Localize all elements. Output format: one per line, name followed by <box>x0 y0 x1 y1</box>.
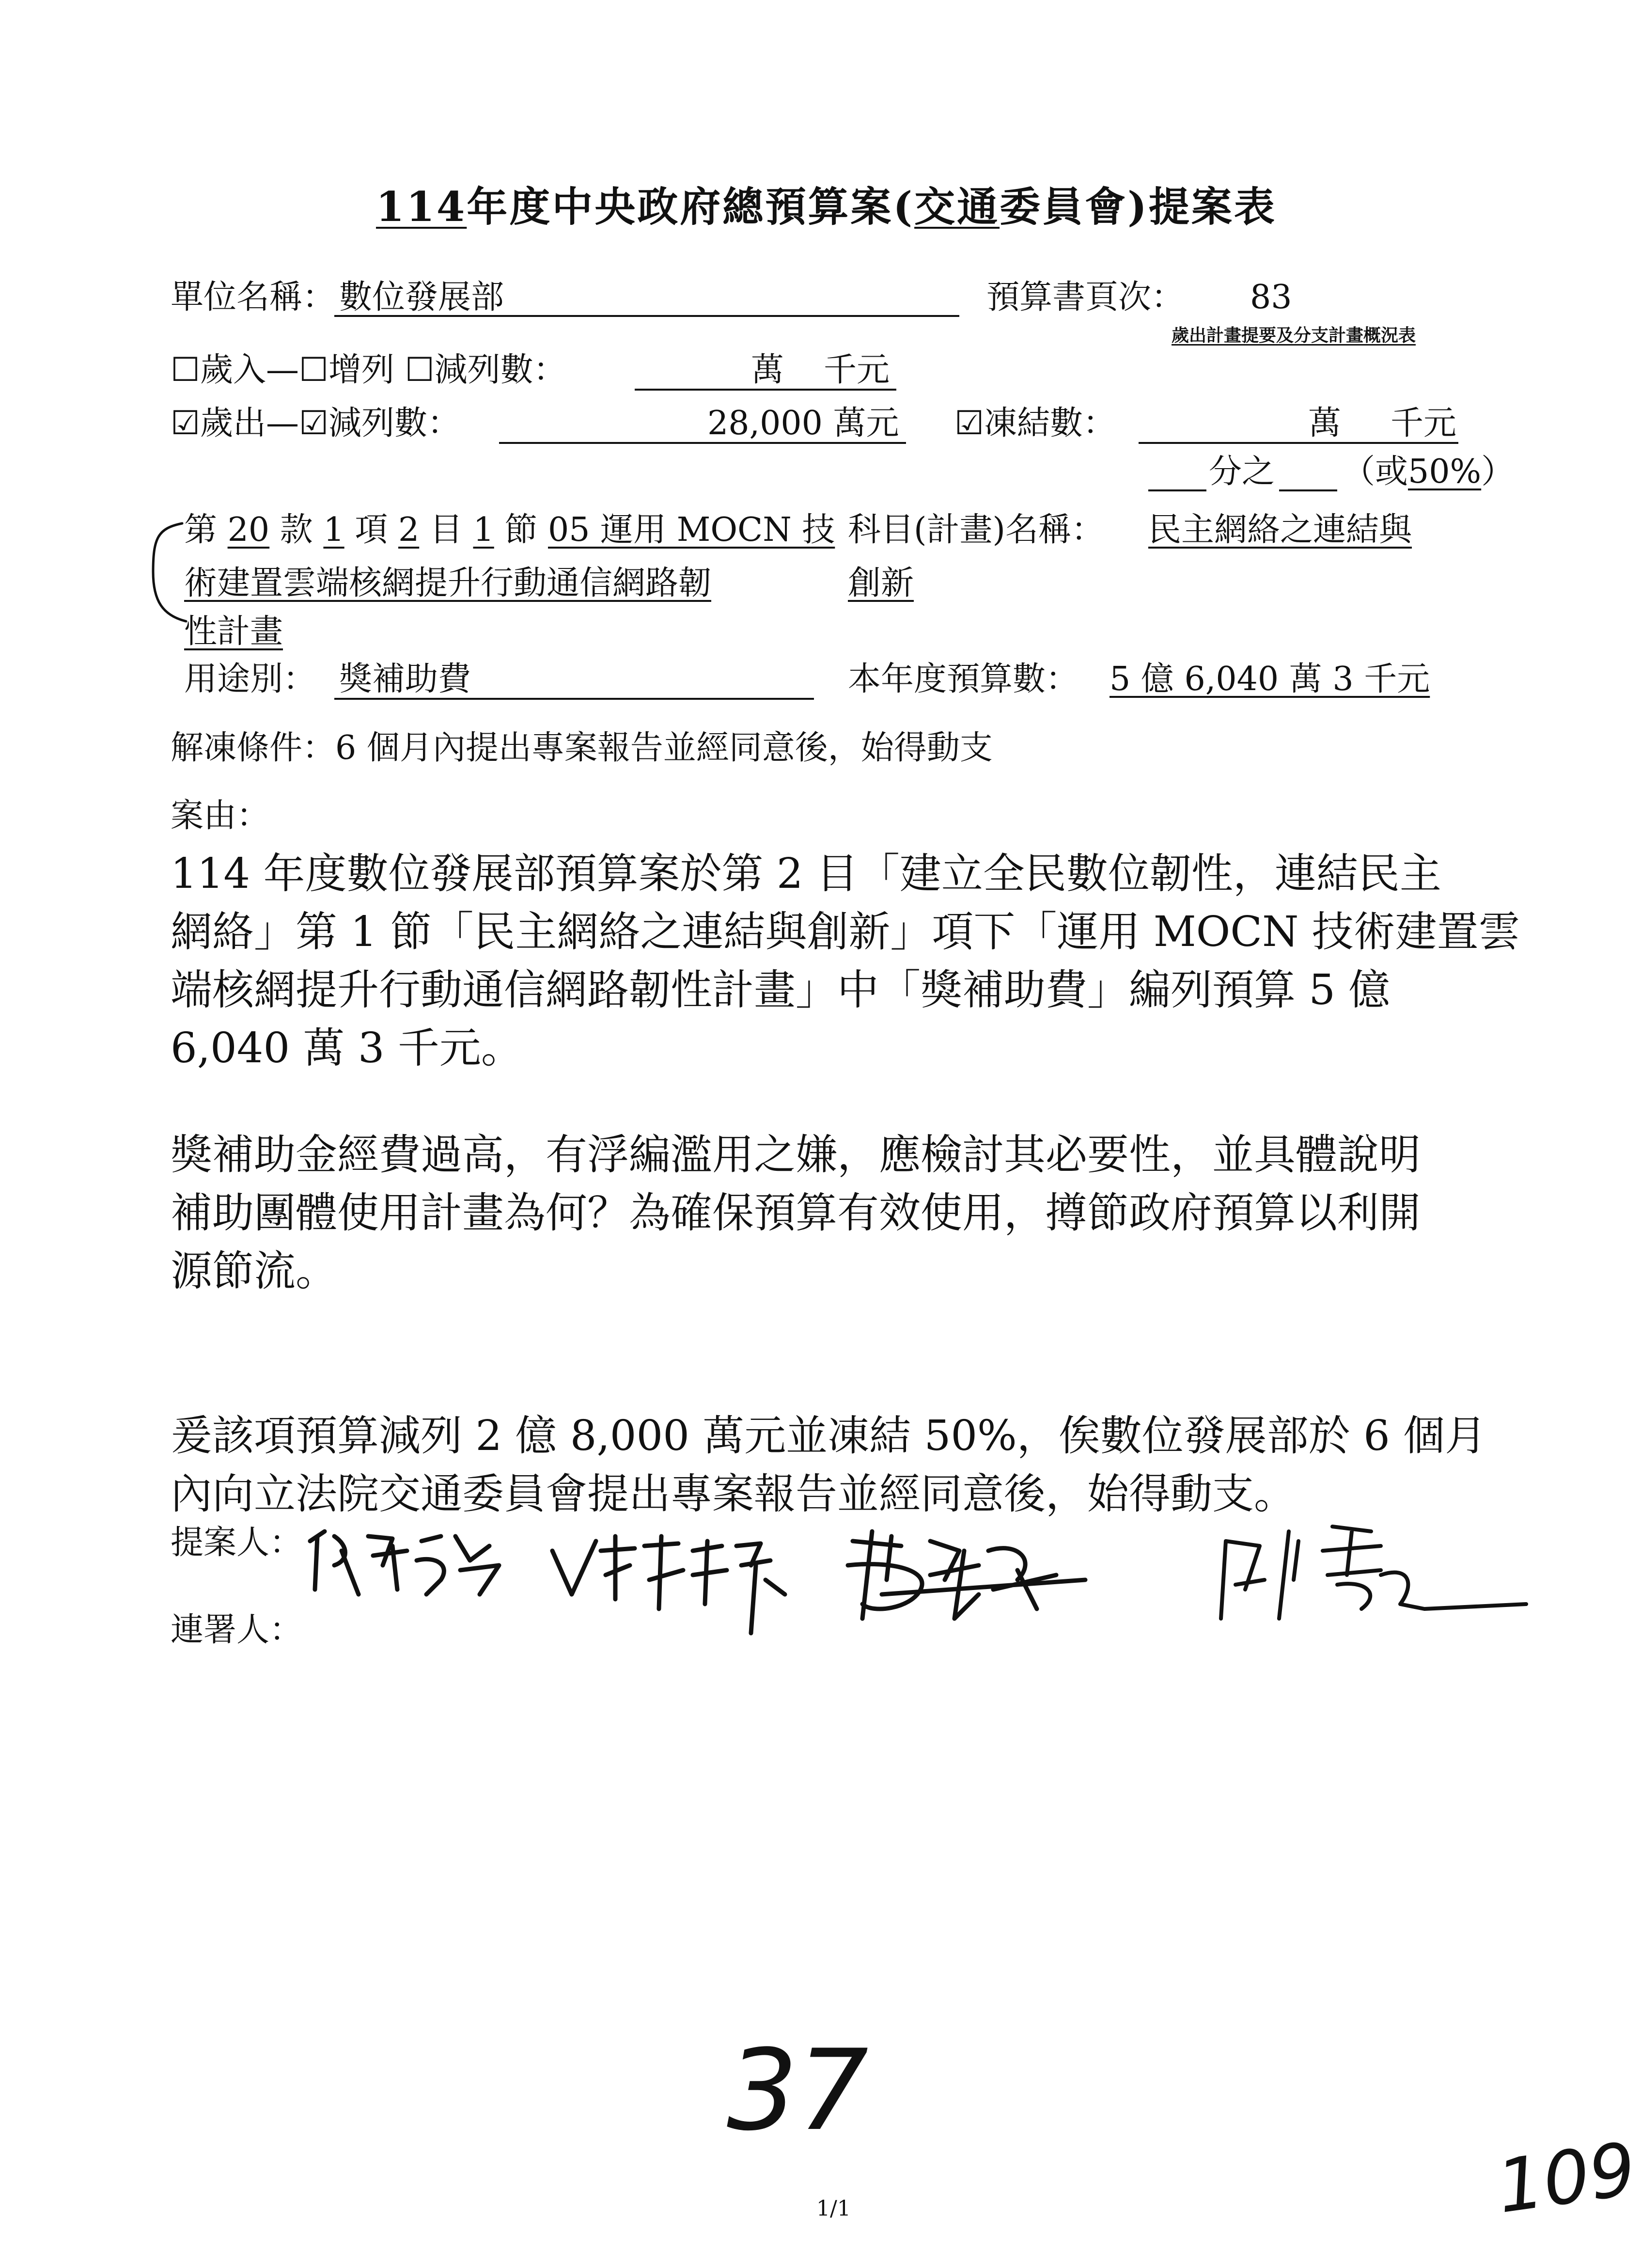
expense-label: 歲出— <box>200 404 299 442</box>
item-line-3: 性計畫 <box>184 613 283 651</box>
freeze-label: 凍結數： <box>984 404 1116 442</box>
title-year: 114 <box>376 183 467 231</box>
subject-line-1: 民主網絡之連結與 <box>1148 511 1412 549</box>
item-text: 節 <box>504 511 538 549</box>
revenue-line <box>171 351 566 389</box>
reason-p1-line: 114 年度數位發展部預算案於第 2 目「建立全民數位韌性，連結民主 <box>171 850 1441 898</box>
page-title <box>376 174 1277 233</box>
freeze-unit-wan: 萬 <box>1308 404 1342 442</box>
reason-p2-line: 獎補助金經費過高，有浮編濫用之嫌，應檢討其必要性，並具體說明 <box>171 1131 1421 1179</box>
reason-p1-line: 網絡」第 1 節「民主網絡之連結與創新」項下「運用 MOCN 技術建置雲 <box>171 908 1520 956</box>
signature-1 <box>296 1517 523 1609</box>
checkbox-icon: ☐ <box>405 351 435 389</box>
expense-decrease-label: 減列數： <box>328 404 460 442</box>
expense-line <box>171 404 460 442</box>
item-text: 目 <box>429 511 463 549</box>
page-ref-label: 預算書頁次： <box>986 278 1185 316</box>
item-xiang: 1 <box>323 511 344 549</box>
unit-value: 數位發展部 <box>339 278 504 316</box>
revenue-label: 歲入— <box>200 351 299 389</box>
item-jie: 1 <box>473 511 494 549</box>
item-mu: 2 <box>398 511 420 549</box>
reason-label: 案由： <box>171 797 270 835</box>
item-text: 第 <box>184 511 218 549</box>
or-label: （或 <box>1342 453 1408 491</box>
reason-p2-line: 源節流。 <box>171 1247 337 1295</box>
increase-label: 增列 <box>328 351 394 389</box>
fraction-label: 分之 <box>1209 453 1275 491</box>
checkbox-icon: ☐ <box>298 351 328 389</box>
checked-checkbox-icon: ☑ <box>298 404 328 442</box>
signature-4 <box>1206 1512 1536 1638</box>
usage-underline <box>334 698 814 700</box>
reason-p1-line: 6,040 萬 3 千元。 <box>171 1024 523 1072</box>
signature-3 <box>833 1522 1105 1633</box>
subject-label: 科目(計畫)名稱： <box>848 511 1105 549</box>
unit-label: 單位名稱： <box>171 278 336 316</box>
reason-p3-line: 內向立法院交通委員會提出專案報告並經同意後，始得動支。 <box>171 1470 1296 1518</box>
unfreeze-value: 6 個月內提出專案報告並經同意後，始得動支 <box>335 729 993 767</box>
revenue-unit-qian: 千元 <box>824 351 890 389</box>
bracket-icon <box>143 509 187 635</box>
item-line-1 <box>184 511 835 549</box>
page-ref-value: 83 <box>1250 278 1292 316</box>
reason-p1-line: 端核網提升行動通信網路韌性計畫」中「獎補助費」編列預算 5 億 <box>171 966 1391 1014</box>
unfreeze-label: 解凍條件： <box>171 729 336 767</box>
item-line-2: 術建置雲端核網提升行動通信網路韌 <box>184 564 712 602</box>
handwritten-number: 37 <box>727 2026 869 2156</box>
item-text: 款 <box>280 511 313 549</box>
corner-number: 109 <box>1492 2126 1641 2230</box>
freeze-percent: 50% <box>1408 453 1482 491</box>
title-committee: 交通 <box>914 183 1000 231</box>
proposer-label: 提案人： <box>171 1524 303 1562</box>
reason-p2-line: 補助團體使用計畫為何？為確保預算有效使用，撙節政府預算以利開 <box>171 1189 1421 1237</box>
fraction-blank-2 <box>1279 489 1337 491</box>
checked-checkbox-icon: ☑ <box>171 404 200 442</box>
unit-underline <box>334 315 959 317</box>
freeze-line <box>954 404 1116 442</box>
fraction-or <box>1342 453 1515 491</box>
checkbox-icon: ☐ <box>171 351 200 389</box>
current-budget-value: 5 億 6,040 萬 3 千元 <box>1110 660 1430 698</box>
expense-amount: 28,000 萬元 <box>707 404 899 442</box>
revenue-unit-wan: 萬 <box>751 351 784 389</box>
decrease-label: 減列數： <box>434 351 566 389</box>
item-text: 項 <box>355 511 388 549</box>
unfreeze-line <box>171 729 993 767</box>
checked-checkbox-icon: ☑ <box>954 404 984 442</box>
current-budget-label: 本年度預算數： <box>848 660 1079 698</box>
usage-label: 用途別： <box>184 660 316 698</box>
item-plan-start: 05 運用 MOCN 技 <box>548 511 835 549</box>
close-paren: ） <box>1481 453 1515 491</box>
item-kuan: 20 <box>227 511 270 549</box>
page-number: 1/1 <box>816 2196 851 2221</box>
page-ref-note: 歲出計畫提要及分支計畫概況表 <box>1172 325 1416 346</box>
usage-value: 獎補助費 <box>339 660 471 698</box>
title-part1: 年度中央政府總預算案( <box>467 183 915 231</box>
title-part2: 委員會)提案表 <box>1000 183 1277 231</box>
fraction-blank-1 <box>1148 489 1206 491</box>
signature-2 <box>543 1522 814 1643</box>
subject-line-2: 創新 <box>848 564 914 602</box>
freeze-unit-qian: 千元 <box>1391 404 1457 442</box>
cosigner-label: 連署人： <box>171 1611 303 1649</box>
reason-p3-line: 爰該項預算減列 2 億 8,000 萬元並凍結 50%，俟數位發展部於 6 個月 <box>171 1412 1487 1460</box>
